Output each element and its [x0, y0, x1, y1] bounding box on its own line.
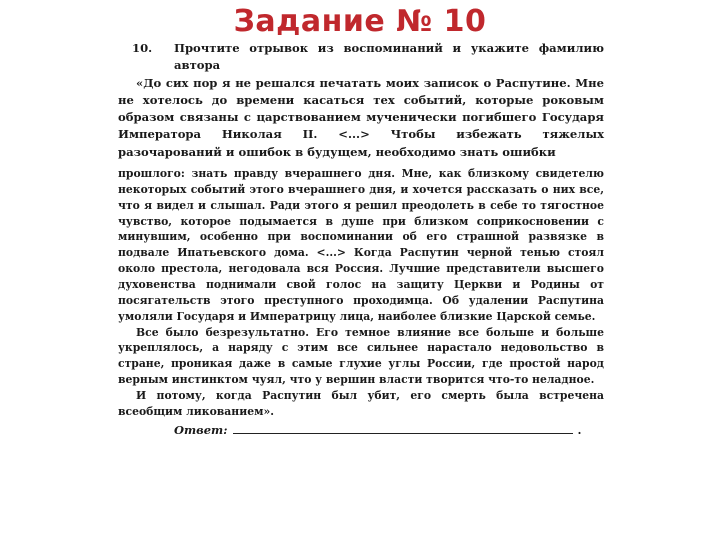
task-number: 10.: [132, 41, 153, 55]
task-header: [118, 40, 604, 75]
answer-label: Ответ:: [174, 422, 228, 437]
task-question: Прочтите отрывок из воспоминаний и укажите фамилию автора: [174, 41, 604, 73]
memoir-paragraph-3: Все было безрезультатно. Его темное влияние все больше и больше укреплялось, а наряду с этим все сильнее нарастало недовольство в стране, проникая даже в самые глухие углы России, где простой народ верным инстинктом чуял, что у вершин власти творится что-то неладное.: [118, 325, 604, 387]
task-upper-block: [118, 40, 604, 161]
answer-row: [118, 423, 604, 437]
memoir-paragraph-4: И потому, когда Распутин был убит, его смерть была встречена всеобщим ликованием».: [118, 388, 604, 418]
memoir-paragraph-2: прошлого: знать правду вчерашнего дня. Мне, как близкому свидетелю некоторых событий этого вчерашнего дня, и хочется рассказать о них все, что я видел и слышал. Ради этого я решил преодолеть в себе то тягостное чувство, которое подымается в душе при близком соприкосновении с минувшим, особенно при воспоминании об его страшной развязке в подвале Ипатьевского дома. <...> Когда Распутин черной тенью стоял около престола, негодовала вся Россия. Лучшие представители высшего духовенства поднимали свой голос на защиту Церкви и Родины от посягательств этого преступного проходимца. Об удалении Распутина умоляли Государя и Императрицу лица, наиболее близкие Царской семье.: [118, 167, 604, 323]
scanned-task-page: [118, 40, 604, 437]
task-lower-block: [118, 166, 604, 420]
memoir-paragraph-1: «До сих пор я не решался печатать моих записок о Распутине. Мне не хотелось до времени касаться тех событий, которые роковым образом связаны с царствованием мученически погибшего Государя Императора Николая II. <...> Чтобы избежать тяжелых разочарований и ошибок в будущем, необходимо знать ошибки: [118, 75, 604, 159]
slide-title: Задание № 10: [233, 4, 487, 39]
answer-blank-line[interactable]: [233, 423, 573, 434]
answer-end-mark: .: [577, 422, 582, 437]
